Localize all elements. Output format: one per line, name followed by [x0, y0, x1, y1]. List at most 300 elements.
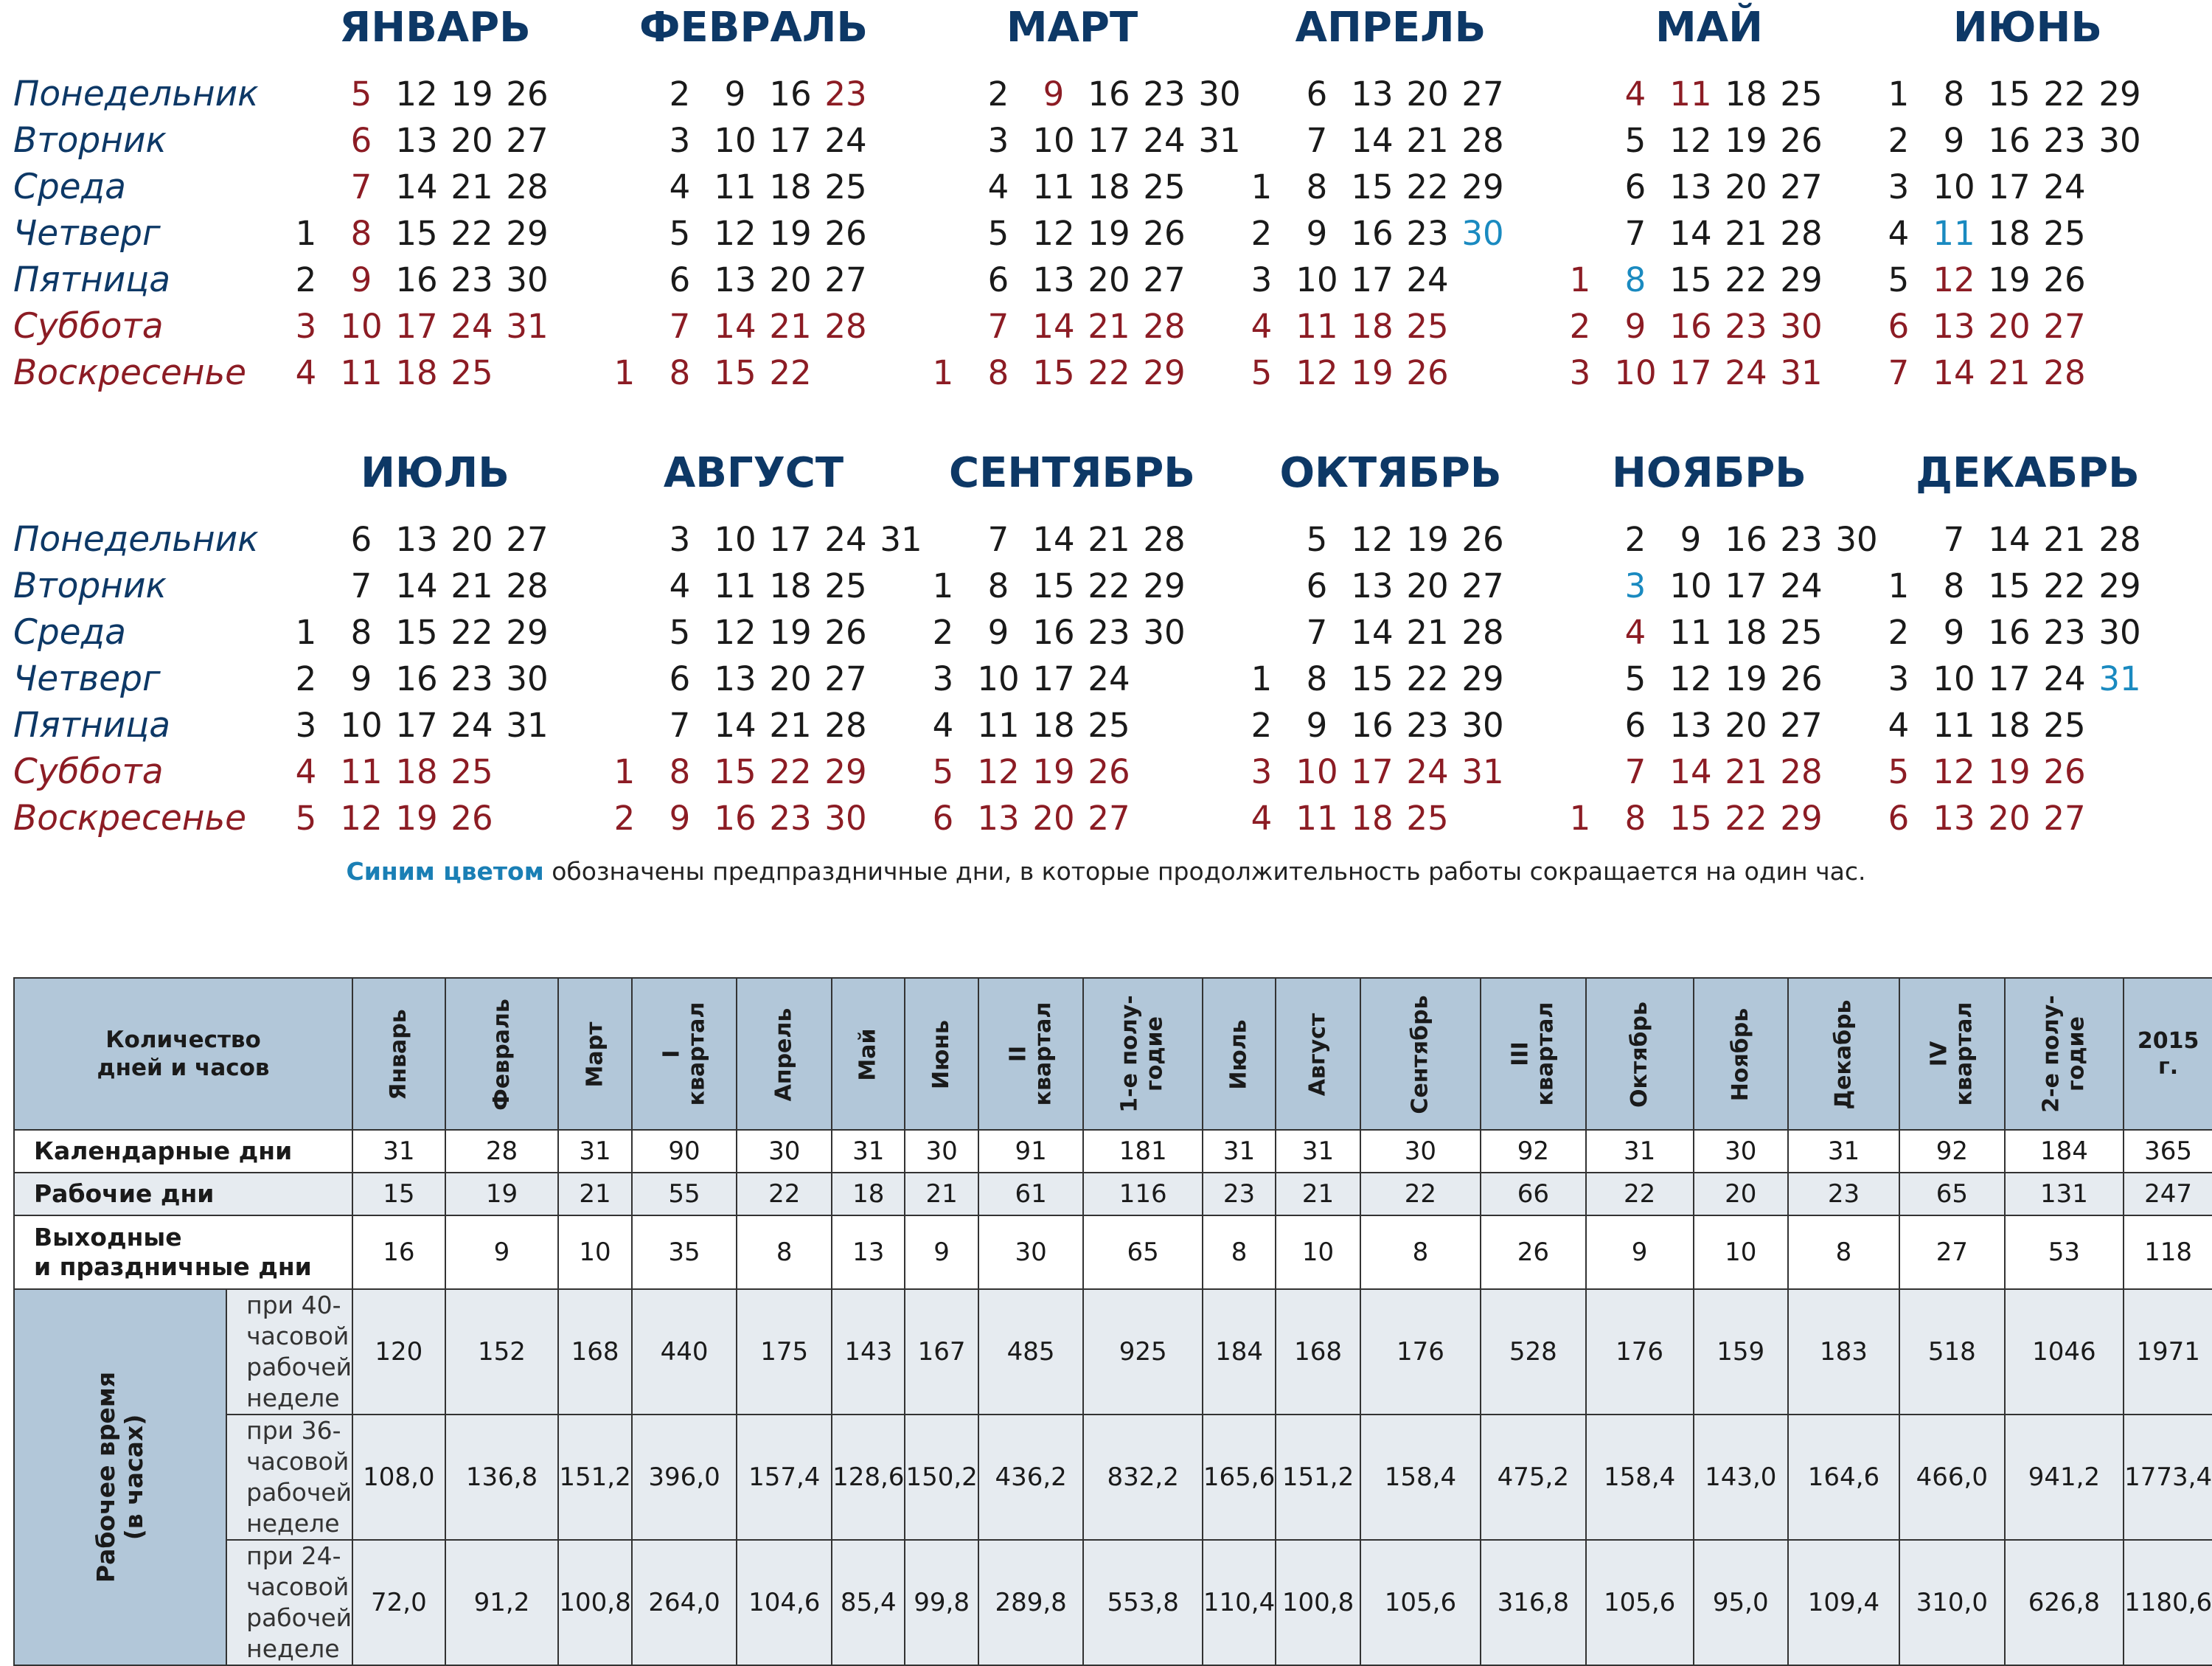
calendar-day: 17	[1988, 659, 2031, 698]
table-cell: 1046	[2005, 1289, 2124, 1415]
calendar-day: 15	[1669, 260, 1712, 299]
row-label-line: рабочей неделе	[246, 1603, 352, 1663]
table-cell: 175	[737, 1289, 832, 1415]
calendar-day: 18	[1725, 74, 1767, 114]
table-cell: 626,8	[2005, 1540, 2124, 1665]
calendar-day: 26	[506, 74, 549, 114]
table-cell: 157,4	[737, 1415, 832, 1540]
table-cell: 108,0	[352, 1415, 445, 1540]
calendar-day: 29	[506, 214, 549, 253]
table-cell: 181	[1083, 1130, 1202, 1173]
calendar-day: 8	[1306, 659, 1328, 698]
column-header-text	[2039, 995, 2089, 1112]
calendar-day: 2	[1888, 613, 1910, 652]
table-cell: 925	[1083, 1289, 1202, 1415]
calendar-day: 25	[1143, 167, 1186, 206]
hours-group-header-text	[92, 1372, 148, 1583]
month-title: ДЕКАБРЬ	[1916, 449, 2140, 497]
calendar-day: 12	[1933, 752, 1975, 791]
calendar-day: 18	[1032, 706, 1075, 745]
table-row	[14, 1540, 2212, 1665]
calendar-day: 18	[1988, 706, 2031, 745]
calendar-day: 28	[1461, 613, 1504, 652]
column-header-line: Ноябрь	[1727, 1007, 1753, 1101]
calendar-day: 28	[824, 706, 867, 745]
calendar-day: 15	[1988, 566, 2031, 605]
column-header	[2124, 978, 2212, 1130]
calendar-day: 27	[1461, 566, 1504, 605]
calendar-day: 25	[1406, 799, 1449, 838]
work-hours-table	[13, 977, 2212, 1666]
calendar-day: 2	[669, 74, 691, 114]
column-header	[352, 978, 445, 1130]
calendar-day: 28	[2043, 353, 2086, 392]
table-cell: 485	[978, 1289, 1084, 1415]
calendar-day: 13	[714, 260, 757, 299]
calendar-day: 30	[506, 260, 549, 299]
table-cell: 466,0	[1899, 1415, 2005, 1540]
table-cell: 1971	[2124, 1289, 2212, 1415]
calendar-day: 5	[1888, 260, 1910, 299]
calendar-day: 30	[1198, 74, 1241, 114]
calendar-day: 26	[1406, 353, 1449, 392]
calendar-day: 26	[2043, 260, 2086, 299]
calendar-day: 23	[769, 799, 812, 838]
calendar-day: 19	[1988, 260, 2031, 299]
table-cell: 65	[1083, 1215, 1202, 1289]
calendar-day: 8	[1624, 799, 1646, 838]
calendar-day: 27	[1143, 260, 1186, 299]
calendar-day: 29	[1143, 353, 1186, 392]
table-row	[14, 1215, 2212, 1289]
calendar-day: 13	[977, 799, 1020, 838]
table-cell: 92	[1481, 1130, 1586, 1173]
table-row	[14, 1289, 2212, 1415]
calendar-day: 8	[350, 214, 372, 253]
calendar-day: 30	[2098, 613, 2141, 652]
column-header-line: Май	[855, 1027, 881, 1081]
calendar-day: 29	[2098, 74, 2141, 114]
column-header-line: квартал	[684, 1002, 710, 1106]
calendar-day: 22	[1088, 566, 1130, 605]
month-title: ИЮНЬ	[1952, 4, 2103, 52]
calendar-day: 31	[1198, 121, 1241, 160]
calendar-day: 9	[1043, 74, 1065, 114]
calendar-day: 19	[1725, 121, 1767, 160]
row-label-line: Рабочие дни	[34, 1179, 215, 1208]
calendar-day: 11	[714, 566, 757, 605]
calendar-day: 7	[987, 307, 1009, 346]
calendar-day: 10	[1295, 260, 1338, 299]
calendar-day: 30	[1835, 520, 1878, 559]
table-cell: 16	[352, 1215, 445, 1289]
calendar-day: 25	[451, 752, 493, 791]
calendar-day: 25	[1088, 706, 1130, 745]
column-header-line: II	[1005, 1045, 1032, 1063]
calendar-day: 24	[1088, 659, 1130, 698]
calendar-day: 1	[613, 752, 636, 791]
calendar-day: 17	[1988, 167, 2031, 206]
month-title: МАЙ	[1655, 4, 1763, 52]
calendar-day: 18	[395, 752, 438, 791]
column-header-text	[1508, 1002, 1558, 1106]
column-header-line: Март	[582, 1021, 608, 1087]
column-header-text	[1728, 1007, 1753, 1100]
calendar-day: 9	[1624, 307, 1646, 346]
weekday-label: Вторник	[13, 120, 167, 161]
calendar-day: 27	[1780, 706, 1823, 745]
column-header-line: квартал	[1030, 1002, 1057, 1106]
column-header-line: I	[658, 1049, 685, 1058]
calendar-day: 7	[350, 167, 372, 206]
weekday-label: Пятница	[13, 260, 171, 300]
calendar-day: 21	[1406, 613, 1449, 652]
calendar-day: 6	[987, 260, 1009, 299]
table-cell: 247	[2124, 1173, 2212, 1215]
calendar-day: 23	[451, 659, 493, 698]
calendar-day: 28	[506, 566, 549, 605]
table-cell: 20	[1694, 1173, 1788, 1215]
calendar-day: 20	[1406, 74, 1449, 114]
calendar-day: 23	[1725, 307, 1767, 346]
table-cell: 264,0	[632, 1540, 737, 1665]
weekday-label: Четверг	[13, 659, 161, 699]
calendar-day: 27	[1461, 74, 1504, 114]
calendar-day: 15	[1351, 659, 1394, 698]
calendar-day: 6	[1306, 74, 1328, 114]
calendar-day: 17	[1351, 752, 1394, 791]
calendar-day: 10	[1933, 167, 1975, 206]
table-cell: 528	[1481, 1289, 1586, 1415]
calendar-day: 16	[714, 799, 757, 838]
calendar-day: 7	[1624, 752, 1646, 791]
calendar-day: 10	[1933, 659, 1975, 698]
calendar-day: 27	[1088, 799, 1130, 838]
hours-header-line: (в часах)	[119, 1414, 149, 1541]
calendar-day: 31	[506, 307, 549, 346]
calendar-day: 27	[506, 520, 549, 559]
column-header-text	[489, 999, 514, 1111]
table-cell: 90	[632, 1130, 737, 1173]
calendar-day: 9	[1306, 706, 1328, 745]
calendar-day: 1	[1888, 566, 1910, 605]
calendar-day: 20	[1032, 799, 1075, 838]
table-cell: 151,2	[1276, 1415, 1360, 1540]
table-cell: 316,8	[1481, 1540, 1586, 1665]
calendar-day: 18	[395, 353, 438, 392]
month-title: ЯНВАРЬ	[339, 4, 531, 52]
calendar-day: 24	[451, 307, 493, 346]
calendar-day: 12	[1351, 520, 1394, 559]
calendar-day: 17	[1088, 121, 1130, 160]
calendar-day: 5	[1624, 121, 1646, 160]
hours-group-header	[14, 1289, 226, 1665]
calendar-day: 12	[340, 799, 383, 838]
calendar-day: 30	[2098, 121, 2141, 160]
calendar-day: 24	[824, 520, 867, 559]
table-cell: 8	[737, 1215, 832, 1289]
calendar-day: 16	[1088, 74, 1130, 114]
calendar-day: 21	[1088, 520, 1130, 559]
calendar-day: 22	[2043, 74, 2086, 114]
calendar-day: 1	[1251, 659, 1273, 698]
calendar-day: 31	[880, 520, 922, 559]
calendar-day: 3	[1251, 260, 1273, 299]
calendar-day: 27	[2043, 307, 2086, 346]
calendar-day: 8	[669, 752, 691, 791]
calendar-day: 16	[1351, 214, 1394, 253]
month-title: НОЯБРЬ	[1611, 449, 1806, 497]
table-cell: 35	[632, 1215, 737, 1289]
table-cell: 65	[1899, 1173, 2005, 1215]
column-header-text	[1831, 999, 1856, 1109]
table-cell: 1180,6	[2124, 1540, 2212, 1665]
table-cell: 105,6	[1360, 1540, 1481, 1665]
column-header-text	[582, 1021, 608, 1087]
calendar-day: 22	[1725, 260, 1767, 299]
table-cell: 100,8	[558, 1540, 631, 1665]
calendar-day: 2	[1251, 706, 1273, 745]
table-cell: 183	[1788, 1289, 1899, 1415]
calendar-day: 6	[1306, 566, 1328, 605]
calendar-day: 16	[769, 74, 812, 114]
table-cell: 168	[558, 1289, 631, 1415]
calendar-day: 9	[350, 260, 372, 299]
calendar-day: 14	[1669, 214, 1712, 253]
table-cell: 31	[1586, 1130, 1694, 1173]
calendar-day: 5	[1251, 353, 1273, 392]
calendar-day: 1	[1888, 74, 1910, 114]
calendar-day: 5	[987, 214, 1009, 253]
calendar-day: 8	[350, 613, 372, 652]
calendar-day: 27	[506, 121, 549, 160]
table-cell: 158,4	[1586, 1415, 1694, 1540]
calendar-day: 26	[1780, 121, 1823, 160]
column-header-line: годие	[1142, 1016, 1169, 1091]
table-cell: 143	[832, 1289, 905, 1415]
table-cell: 143,0	[1694, 1415, 1788, 1540]
calendar-day: 18	[1088, 167, 1130, 206]
calendar-day: 3	[669, 121, 691, 160]
calendar-day: 22	[451, 613, 493, 652]
calendar-day: 3	[295, 706, 317, 745]
calendar-day: 26	[1461, 520, 1504, 559]
calendar-day: 14	[1988, 520, 2031, 559]
calendar-day: 6	[669, 659, 691, 698]
calendar-day: 27	[824, 260, 867, 299]
calendar-day: 16	[395, 659, 438, 698]
calendar-day: 19	[1032, 752, 1075, 791]
table-cell: 120	[352, 1289, 445, 1415]
calendar-day: 10	[1295, 752, 1338, 791]
table-cell: 30	[905, 1130, 978, 1173]
calendar-day: 10	[1032, 121, 1075, 160]
table-cell: 165,6	[1203, 1415, 1276, 1540]
calendar-day: 17	[1351, 260, 1394, 299]
calendar-day: 8	[1624, 260, 1646, 299]
weekday-label: Понедельник	[13, 74, 259, 114]
calendar-day: 10	[340, 706, 383, 745]
column-header	[2005, 978, 2124, 1130]
calendar-day: 1	[1569, 799, 1591, 838]
calendar-day: 5	[1888, 752, 1910, 791]
table-cell: 8	[1788, 1215, 1899, 1289]
calendar-day: 22	[1406, 659, 1449, 698]
column-header-text	[2124, 1028, 2212, 1080]
calendar-day: 5	[295, 799, 317, 838]
calendar-day: 18	[1988, 214, 2031, 253]
table-cell: 92	[1899, 1130, 2005, 1173]
calendar-day: 13	[395, 520, 438, 559]
calendar-day: 7	[987, 520, 1009, 559]
calendar-day: 15	[714, 752, 757, 791]
calendar-day: 11	[1933, 214, 1975, 253]
calendar-day: 24	[1143, 121, 1186, 160]
calendar-day: 1	[932, 353, 954, 392]
row-label-line: при 36-часовой	[246, 1416, 349, 1476]
row-label-line: Календарные дни	[34, 1136, 293, 1165]
weekday-label: Вторник	[13, 566, 167, 606]
calendar-day: 19	[395, 799, 438, 838]
table-cell: 55	[632, 1173, 737, 1215]
calendar-day: 24	[1406, 260, 1449, 299]
calendar-day: 30	[1780, 307, 1823, 346]
row-label-line: и праздничные дни	[34, 1252, 312, 1281]
column-header-line: Сентябрь	[1407, 994, 1433, 1114]
calendar-day: 4	[295, 353, 317, 392]
calendar-day: 16	[395, 260, 438, 299]
calendar-day: 21	[769, 307, 812, 346]
calendar-day: 18	[769, 566, 812, 605]
table-cell: 9	[905, 1215, 978, 1289]
calendar-day: 25	[1780, 74, 1823, 114]
calendar-day: 7	[1306, 121, 1328, 160]
column-header-line: 1-е полу-	[1117, 995, 1144, 1113]
calendar-day: 28	[1143, 520, 1186, 559]
table-row	[14, 1130, 2212, 1173]
calendar-day: 10	[714, 520, 757, 559]
calendar-day: 18	[1351, 799, 1394, 838]
row-label	[14, 1173, 352, 1215]
calendar-day: 24	[2043, 167, 2086, 206]
table-cell: 436,2	[978, 1415, 1084, 1540]
column-header-line: Июнь	[928, 1019, 955, 1089]
calendar-day: 14	[1351, 121, 1394, 160]
weekday-label: Воскресенье	[13, 798, 247, 839]
calendar-day: 9	[1680, 520, 1702, 559]
weekday-label: Суббота	[13, 752, 164, 792]
table-cell: 310,0	[1899, 1540, 2005, 1665]
row-label-line: Выходные	[34, 1223, 182, 1252]
column-header	[1899, 978, 2005, 1130]
calendar-day: 20	[1725, 706, 1767, 745]
column-header-text	[1306, 1013, 1331, 1096]
table-cell: 31	[558, 1130, 631, 1173]
table-cell: 1773,4	[2124, 1415, 2212, 1540]
table-cell: 19	[445, 1173, 559, 1215]
column-header	[1360, 978, 1481, 1130]
calendar-day: 10	[340, 307, 383, 346]
calendar-day: 15	[1988, 74, 2031, 114]
calendar-day: 16	[1669, 307, 1712, 346]
table-cell: 396,0	[632, 1415, 737, 1540]
calendar-day: 9	[1943, 121, 1965, 160]
calendar-day: 3	[669, 520, 691, 559]
calendar-day: 19	[451, 74, 493, 114]
calendar-day: 20	[451, 520, 493, 559]
calendar-day: 15	[1032, 353, 1075, 392]
calendar-day: 4	[987, 167, 1009, 206]
calendar-day: 24	[1725, 353, 1767, 392]
corner-header-line: дней и часов	[97, 1055, 270, 1081]
calendar-day: 14	[714, 307, 757, 346]
calendar-day: 20	[451, 121, 493, 160]
calendar-day: 10	[1614, 353, 1657, 392]
calendar-day: 13	[1032, 260, 1075, 299]
table-cell: 100,8	[1276, 1540, 1360, 1665]
calendar-day: 29	[1143, 566, 1186, 605]
calendar-day: 7	[1888, 353, 1910, 392]
calendar-day: 7	[350, 566, 372, 605]
calendar-day: 23	[2043, 613, 2086, 652]
table-cell: 31	[352, 1130, 445, 1173]
table-cell: 31	[1276, 1130, 1360, 1173]
calendar-day: 1	[613, 353, 636, 392]
column-header	[978, 978, 1084, 1130]
calendar-day: 11	[1669, 613, 1712, 652]
calendar-day: 25	[2043, 214, 2086, 253]
calendar-day: 13	[1351, 74, 1394, 114]
table-cell: 176	[1360, 1289, 1481, 1415]
table-cell: 30	[1360, 1130, 1481, 1173]
calendar-day: 12	[1933, 260, 1975, 299]
calendar-day: 8	[987, 353, 1009, 392]
calendar-day: 15	[1351, 167, 1394, 206]
calendar-day: 25	[2043, 706, 2086, 745]
calendar-day: 17	[1725, 566, 1767, 605]
calendar-day: 2	[613, 799, 636, 838]
calendar-day: 29	[824, 752, 867, 791]
calendar-day: 4	[1888, 706, 1910, 745]
calendar-day: 29	[1461, 659, 1504, 698]
corner-header-line: Количество	[105, 1027, 261, 1053]
hours-header-line: Рабочее время	[91, 1371, 121, 1583]
row-label	[14, 1130, 352, 1173]
weekday-label: Среда	[13, 167, 126, 207]
calendar-day: 28	[506, 167, 549, 206]
table-cell: 28	[445, 1130, 559, 1173]
calendar-day: 9	[350, 659, 372, 698]
calendar-day: 6	[350, 121, 372, 160]
calendar-day: 13	[395, 121, 438, 160]
table-cell: 95,0	[1694, 1540, 1788, 1665]
table-cell: 158,4	[1360, 1415, 1481, 1540]
calendar-day: 2	[1569, 307, 1591, 346]
calendar-day: 29	[1461, 167, 1504, 206]
column-header-line: Декабрь	[1830, 999, 1857, 1110]
table-cell: 832,2	[1083, 1415, 1202, 1540]
month-title: ОКТЯБРЬ	[1279, 449, 1502, 497]
calendar-day: 16	[1988, 121, 2031, 160]
column-header-line: Январь	[385, 1008, 411, 1100]
calendar-day: 22	[1088, 353, 1130, 392]
calendar-day: 29	[1780, 799, 1823, 838]
calendar-day: 6	[1624, 167, 1646, 206]
calendar-day: 22	[769, 752, 812, 791]
calendar-day: 3	[1888, 659, 1910, 698]
calendar-day: 19	[769, 214, 812, 253]
calendar-day: 15	[395, 613, 438, 652]
